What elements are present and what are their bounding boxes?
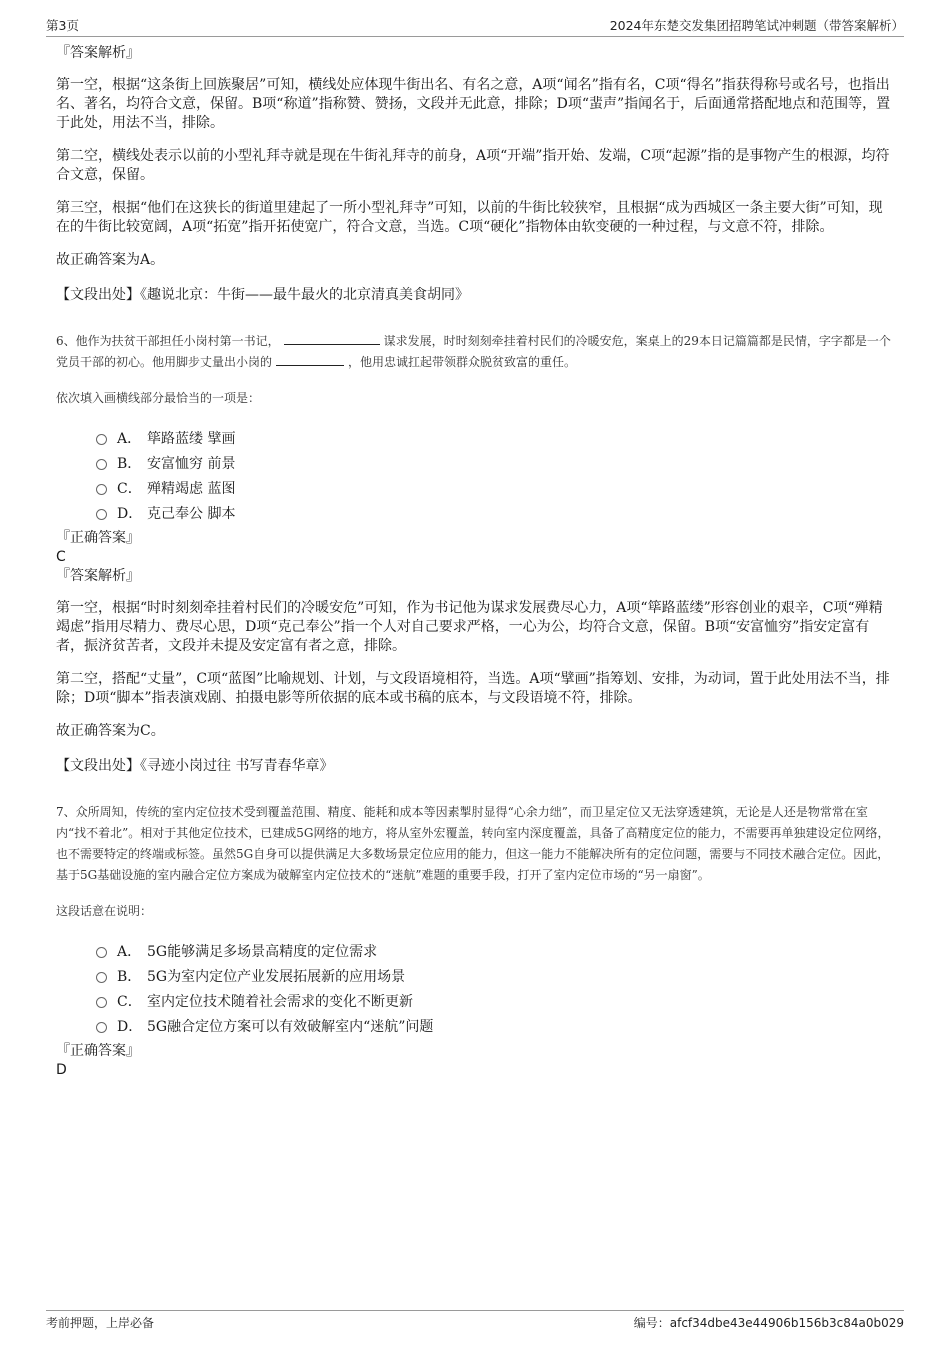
q6-source: 【文段出处】《寻迹小岗过往 书写青春华章》 [56, 758, 334, 774]
q5-conclusion: 故正确答案为A。 [56, 252, 165, 268]
option-text: 5G能够满足多场景高精度的定位需求 [147, 943, 378, 960]
document-id: 编号：afcf34dbe43e44906b156b3c84a0b029 [633, 1316, 904, 1330]
option-letter: D． [117, 1018, 143, 1035]
radio-icon[interactable] [96, 972, 107, 983]
radio-icon[interactable] [96, 997, 107, 1008]
radio-icon[interactable] [96, 947, 107, 958]
q7-answer: D [56, 1062, 67, 1078]
q6-text-part2: 谋求发展，时时刻刻牵挂着村民们的冷暖安危，案桌上的29本日记篇篇都是民情，字字都是一个党员干部的初心。他用脚步丈量出小岗的 [56, 334, 891, 369]
q6-option-d[interactable] [96, 500, 896, 525]
page-header [46, 12, 904, 37]
option-letter: C． [117, 993, 142, 1010]
option-text: 5G融合定位方案可以有效破解室内“迷航”问题 [147, 1018, 434, 1035]
q5-analysis-para-1: 第一空，根据“这条街上回族聚居”可知，横线处应体现牛街出名、有名之意，A项“闻名”指有名，C项“得名”指获得称号或名号，也指出名、著名，均符合文意，保留。B项“称道”指称赞、赞扬，文段并无此意，排除；D项“蜚声”指闻名于，后面通常搭配地点和范围等，置于此处，用法不当，排除。 [56, 77, 891, 131]
q6-conclusion: 故正确答案为C。 [56, 723, 165, 739]
option-letter: B． [117, 968, 142, 985]
q6-option-a[interactable] [96, 425, 896, 450]
option-letter: C． [117, 480, 142, 497]
q7-question: 7、众所周知，传统的室内定位技术受到覆盖范围、精度、能耗和成本等因素掣肘显得“心余力绌”，而卫星定位又无法穿透建筑，无论是人还是物常常在室内“找不着北”。相对于其他定位技术，已建成5G网络的地方，将从室外宏覆盖，转向室内深度覆盖，具备了高精度定位的能力，不需要再单独建设定位网络，也不需要特定的终端或标签。虽然5G自身可以提供满足大多数场景定位应用的能力，但这一能力不能解决所有的定位问题，需要与不同技术融合定位。因此，基于5G基础设施的室内融合定位方案成为破解室内定位技术的“迷航”难题的重要手段，打开了室内定位市场的“另一扇窗”。 [56, 805, 890, 882]
q6-analysis-label: 『答案解析』 [56, 568, 140, 584]
q6-answer-label: 『正确答案』 [56, 530, 140, 546]
page-footer [46, 1310, 904, 1331]
radio-icon[interactable] [96, 484, 107, 495]
page-content [56, 44, 896, 1080]
option-letter: D． [117, 505, 143, 522]
q7-option-d[interactable] [96, 1013, 896, 1038]
page-number: 第3页 [46, 18, 79, 33]
radio-icon[interactable] [96, 459, 107, 470]
option-text: 筚路蓝缕 擘画 [147, 430, 236, 447]
q6-analysis-para-2: 第二空，搭配“丈量”，C项“蓝图”比喻规划、计划，与文段语境相符，当选。A项“擘画”指筹划、安排，为动词，置于此处用法不当，排除；D项“脚本”指表演戏剧、拍摄电影等所依据的底本或书稿的底本，与文段语境不符，排除。 [56, 671, 890, 706]
radio-icon[interactable] [96, 509, 107, 520]
option-text: 殚精竭虑 蓝图 [147, 480, 236, 497]
q7-answer-label: 『正确答案』 [56, 1043, 140, 1059]
q5-analysis-para-2: 第二空，横线处表示以前的小型礼拜寺就是现在牛街礼拜寺的前身，A项“开端”指开始、发端，C项“起源”指的是事物产生的根源，均符合文意，保留。 [56, 148, 890, 183]
option-text: 克己奉公 脚本 [147, 505, 236, 522]
radio-icon[interactable] [96, 1022, 107, 1033]
q6-blank-2 [276, 353, 344, 366]
q6-question [56, 331, 896, 373]
q7-prompt: 这段话意在说明： [56, 904, 153, 918]
option-text: 5G为室内定位产业发展拓展新的应用场景 [147, 968, 406, 985]
q6-options [96, 425, 896, 525]
q6-text-part3: ，他用忠诚扛起带领群众脱贫致富的重任。 [348, 355, 577, 369]
q6-blank-1 [284, 332, 380, 345]
q5-analysis-para-3: 第三空，根据“他们在这狭长的街道里建起了一所小型礼拜寺”可知，以前的牛街比较狭窄，且根据“成为西城区一条主要大街”可知，现在的牛街比较宽阔，A项“拓宽”指开拓使宽广，符合文意，当选。C项“硬化”指物体由软变硬的一种过程，与文意不符，排除。 [56, 200, 883, 235]
q6-option-b[interactable] [96, 450, 896, 475]
radio-icon[interactable] [96, 434, 107, 445]
footer-slogan: 考前押题，上岸必备 [46, 1316, 155, 1330]
q6-analysis-para-1: 第一空，根据“时时刻刻牵挂着村民们的冷暖安危”可知，作为书记他为谋求发展费尽心力，A项“筚路蓝缕”形容创业的艰辛，C项“殚精竭虑”指用尽精力、费尽心思，D项“克己奉公”指一个人对自己要求严格，一心为公，均符合文意，保留。B项“安富恤穷”指安定富有者，振济贫苦者，文段并未提及安定富有者之意，排除。 [56, 600, 883, 654]
option-letter: A． [117, 943, 142, 960]
q6-prompt: 依次填入画横线部分最恰当的一项是： [56, 391, 261, 405]
document-title: 2024年东楚交发集团招聘笔试冲刺题（带答案解析） [609, 18, 904, 33]
q7-options [96, 938, 896, 1038]
option-letter: A． [117, 430, 142, 447]
option-text: 安富恤穷 前景 [147, 455, 236, 472]
q6-option-c[interactable] [96, 475, 896, 500]
q6-text-part1: 6、他作为扶贫干部担任小岗村第一书记， [56, 334, 280, 348]
q7-option-b[interactable] [96, 963, 896, 988]
q6-answer: C [56, 549, 66, 565]
q5-source: 【文段出处】《趣说北京：牛街——最牛最火的北京清真美食胡同》 [56, 287, 469, 303]
q5-analysis-label: 『答案解析』 [56, 45, 140, 61]
option-text: 室内定位技术随着社会需求的变化不断更新 [147, 993, 413, 1010]
q7-option-a[interactable] [96, 938, 896, 963]
option-letter: B． [117, 455, 142, 472]
q7-option-c[interactable] [96, 988, 896, 1013]
